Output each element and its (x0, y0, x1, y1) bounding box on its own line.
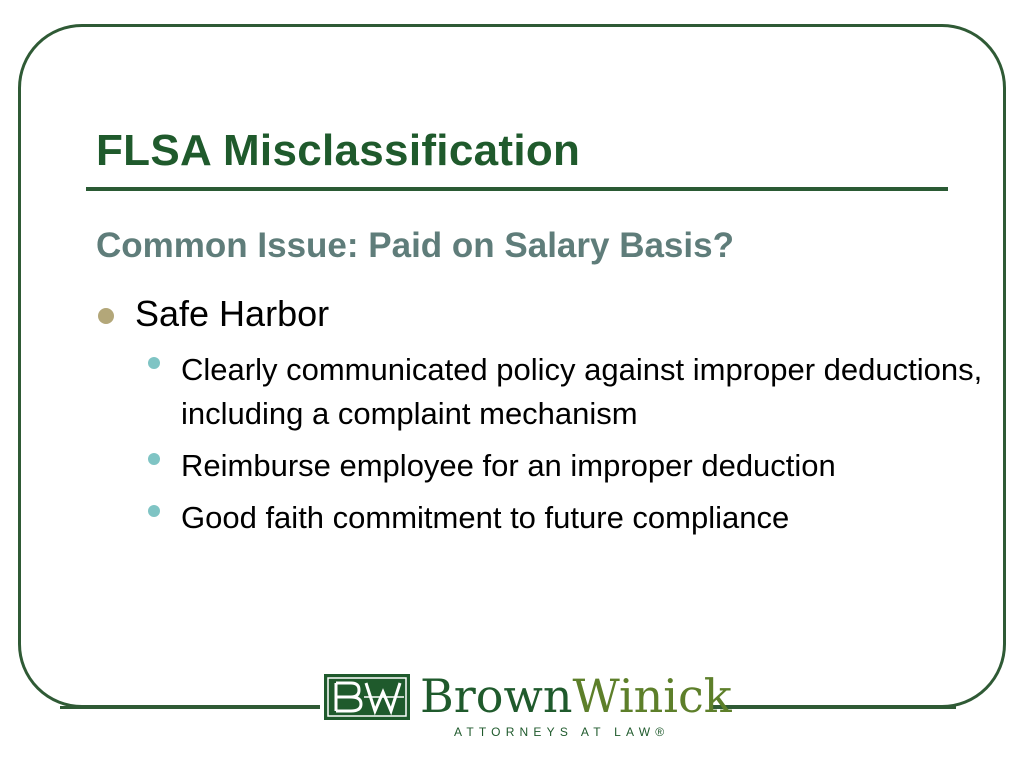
sub-bullet-text: Reimburse employee for an improper deduction (181, 448, 836, 483)
brownwinick-logo (320, 669, 732, 744)
sub-bullet-dot-icon (148, 453, 160, 465)
bw-monogram-icon (324, 674, 410, 720)
bullet-safe-harbor (98, 290, 329, 338)
bullet-dot-icon (98, 308, 114, 324)
sub-bullet-dot-icon (148, 357, 160, 369)
sub-bullet-item (146, 350, 986, 436)
footer-rule-left (60, 706, 322, 709)
sub-bullet-text: Good faith commitment to future compliance (181, 500, 790, 535)
sub-bullet-item (146, 446, 986, 488)
title-underline (86, 187, 948, 191)
sub-bullet-dot-icon (148, 505, 160, 517)
logo-wordmark: BrownWinick (420, 669, 732, 723)
logo-tagline: ATTORNEYS AT LAW® (454, 725, 670, 739)
slide-subtitle: Common Issue: Paid on Salary Basis? (96, 226, 734, 265)
sub-bullet-text: Clearly communicated policy against improper deductions, including a complaint mechanism (181, 352, 983, 431)
sub-bullet-item (146, 498, 986, 540)
sub-bullet-list (146, 350, 986, 550)
slide-title: FLSA Misclassification (96, 126, 581, 175)
bullet-text: Safe Harbor (135, 293, 330, 334)
footer-rule-right (710, 706, 956, 709)
